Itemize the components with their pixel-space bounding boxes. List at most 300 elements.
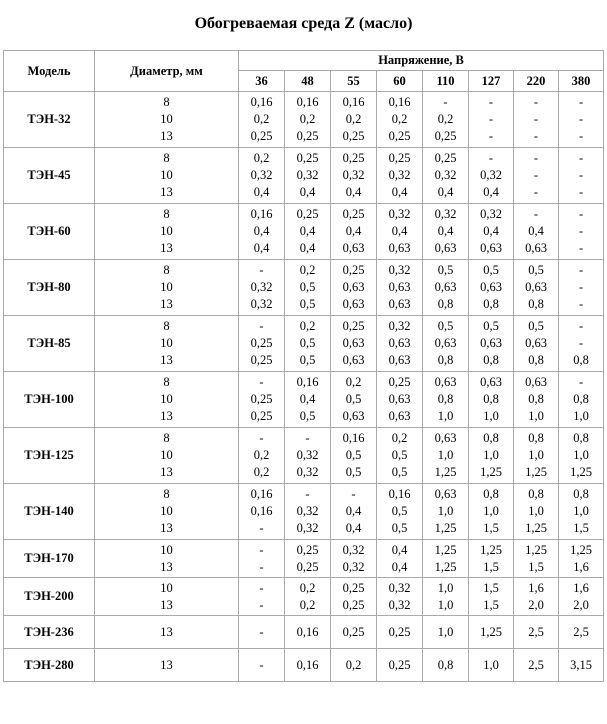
power-value: 0,2 bbox=[253, 151, 270, 165]
power-value: 0,4 bbox=[391, 559, 408, 574]
power-value: 0,2 bbox=[299, 580, 316, 595]
diameter-value: 10 bbox=[160, 448, 173, 462]
power-cell bbox=[377, 616, 423, 649]
power-cell bbox=[285, 616, 331, 649]
power-value: 0,4 bbox=[299, 185, 316, 199]
power-value: 1,0 bbox=[528, 448, 544, 462]
power-value: 2,5 bbox=[528, 657, 544, 672]
header-voltage: Напряжение, В bbox=[239, 51, 604, 71]
power-value: 0,63 bbox=[434, 241, 457, 255]
power-cell bbox=[469, 92, 514, 148]
power-value: 1,5 bbox=[483, 580, 499, 595]
power-value: 0,5 bbox=[299, 297, 316, 311]
power-cell bbox=[514, 616, 559, 649]
model-cell: ТЭН-80 bbox=[4, 260, 95, 316]
power-value: 0,2 bbox=[299, 263, 316, 277]
power-value: 1,25 bbox=[525, 465, 547, 479]
diameter-value: 8 bbox=[163, 319, 170, 333]
diameter-value: 13 bbox=[160, 559, 173, 574]
power-value: 1,0 bbox=[483, 409, 499, 423]
power-cell bbox=[331, 372, 377, 428]
header-voltage-36: 36 bbox=[239, 71, 285, 92]
power-value: 0,32 bbox=[296, 448, 319, 462]
power-value: 0,16 bbox=[342, 95, 365, 109]
power-value: 0,4 bbox=[345, 224, 362, 238]
power-value: 1,0 bbox=[573, 409, 589, 423]
power-cell bbox=[239, 372, 285, 428]
power-cell bbox=[239, 540, 285, 578]
power-value: 1,0 bbox=[573, 448, 589, 462]
power-value: - bbox=[533, 151, 539, 165]
power-value: 0,4 bbox=[437, 224, 454, 238]
diameter-cell bbox=[95, 484, 239, 540]
power-value: 0,16 bbox=[388, 95, 411, 109]
power-value: 1,0 bbox=[437, 597, 454, 612]
power-value: - bbox=[533, 129, 539, 143]
power-value: 0,63 bbox=[434, 280, 457, 294]
power-cell bbox=[377, 428, 423, 484]
table-row bbox=[4, 204, 604, 260]
power-cell bbox=[377, 92, 423, 148]
power-value: 0,63 bbox=[388, 353, 411, 367]
power-value: 0,8 bbox=[528, 353, 544, 367]
power-cell bbox=[285, 148, 331, 204]
power-value: 0,32 bbox=[388, 207, 411, 221]
diameter-cell bbox=[95, 92, 239, 148]
power-value: - bbox=[488, 112, 494, 126]
power-value: 0,8 bbox=[437, 392, 454, 406]
power-value: 0,25 bbox=[250, 353, 273, 367]
power-value: 0,25 bbox=[342, 129, 365, 143]
power-value: 0,63 bbox=[434, 487, 457, 501]
power-value: 1,25 bbox=[480, 542, 502, 557]
power-value: 1,25 bbox=[480, 465, 502, 479]
table-row bbox=[4, 649, 604, 682]
power-value: 1,25 bbox=[570, 542, 592, 557]
power-value: 1,0 bbox=[483, 657, 499, 672]
power-value: 0,63 bbox=[525, 336, 547, 350]
power-value: 0,63 bbox=[388, 409, 411, 423]
power-cell bbox=[285, 204, 331, 260]
power-value: 0,32 bbox=[388, 168, 411, 182]
model-cell: ТЭН-45 bbox=[4, 148, 95, 204]
power-value: - bbox=[578, 224, 584, 238]
power-value: 0,5 bbox=[299, 336, 316, 350]
power-value: 1,5 bbox=[483, 559, 499, 574]
power-cell bbox=[377, 148, 423, 204]
power-value: 0,32 bbox=[480, 168, 502, 182]
diameter-value: 10 bbox=[160, 168, 173, 182]
power-value: 0,63 bbox=[525, 280, 547, 294]
power-cell bbox=[559, 428, 604, 484]
power-cell bbox=[423, 616, 469, 649]
power-value: - bbox=[533, 168, 539, 182]
power-cell bbox=[423, 372, 469, 428]
power-value: 1,5 bbox=[573, 521, 589, 535]
power-value: - bbox=[488, 95, 494, 109]
power-value: 0,2 bbox=[253, 448, 270, 462]
power-value: 0,32 bbox=[434, 168, 457, 182]
power-value: 1,0 bbox=[437, 580, 454, 595]
power-cell bbox=[377, 484, 423, 540]
power-value: 0,25 bbox=[342, 624, 365, 639]
diameter-cell bbox=[95, 578, 239, 616]
header-voltage-127: 127 bbox=[469, 71, 514, 92]
power-value: 0,8 bbox=[437, 353, 454, 367]
power-value: 0,63 bbox=[434, 431, 457, 445]
power-value: - bbox=[533, 95, 539, 109]
power-cell bbox=[239, 92, 285, 148]
power-value: - bbox=[443, 95, 448, 109]
power-cell bbox=[239, 316, 285, 372]
model-cell: ТЭН-125 bbox=[4, 428, 95, 484]
power-value: - bbox=[259, 559, 264, 574]
power-value: 0,63 bbox=[342, 336, 365, 350]
power-value: 0,25 bbox=[342, 580, 365, 595]
power-value: 0,63 bbox=[342, 241, 365, 255]
power-value: 0,25 bbox=[296, 542, 319, 557]
table-row bbox=[4, 260, 604, 316]
diameter-value: 10 bbox=[160, 392, 173, 406]
page-title: Обогреваемая среда Z (масло) bbox=[194, 15, 413, 32]
power-value: 0,2 bbox=[253, 112, 270, 126]
power-value: 0,63 bbox=[342, 409, 365, 423]
power-cell bbox=[469, 428, 514, 484]
diameter-value: 13 bbox=[160, 241, 173, 255]
power-cell bbox=[239, 204, 285, 260]
power-value: 0,2 bbox=[299, 319, 316, 333]
power-cell bbox=[331, 204, 377, 260]
diameter-value: 8 bbox=[163, 375, 170, 389]
power-value: - bbox=[351, 487, 356, 501]
power-value: 1,25 bbox=[434, 542, 457, 557]
power-value: 0,63 bbox=[434, 375, 457, 389]
power-value: 0,25 bbox=[342, 597, 365, 612]
power-cell bbox=[559, 92, 604, 148]
power-cell bbox=[559, 616, 604, 649]
power-value: 1,5 bbox=[528, 559, 544, 574]
power-value: 0,32 bbox=[342, 542, 365, 557]
table-row bbox=[4, 92, 604, 148]
power-value: 0,5 bbox=[299, 353, 316, 367]
power-value: 0,32 bbox=[296, 504, 319, 518]
diameter-value: 10 bbox=[160, 112, 173, 126]
diameter-value: 13 bbox=[160, 465, 173, 479]
power-cell bbox=[239, 578, 285, 616]
power-value: 0,63 bbox=[388, 280, 411, 294]
diameter-cell bbox=[95, 649, 239, 682]
diameter-cell bbox=[95, 204, 239, 260]
diameter-value: 13 bbox=[160, 597, 173, 612]
power-value: 0,63 bbox=[480, 336, 502, 350]
power-value: 0,5 bbox=[391, 465, 408, 479]
power-cell bbox=[285, 316, 331, 372]
power-value: 0,4 bbox=[299, 224, 316, 238]
power-value: 0,25 bbox=[342, 151, 365, 165]
model-cell: ТЭН-32 bbox=[4, 92, 95, 148]
power-value: 1,5 bbox=[483, 597, 499, 612]
model-cell: ТЭН-100 bbox=[4, 372, 95, 428]
diameter-cell bbox=[95, 428, 239, 484]
model-cell: ТЭН-85 bbox=[4, 316, 95, 372]
diameter-value: 8 bbox=[163, 487, 170, 501]
power-value: 0,4 bbox=[437, 185, 454, 199]
power-value: 0,25 bbox=[388, 129, 411, 143]
power-value: 0,63 bbox=[480, 241, 502, 255]
power-value: - bbox=[488, 151, 494, 165]
header-voltage-48: 48 bbox=[285, 71, 331, 92]
power-value: 2,0 bbox=[573, 597, 589, 612]
diameter-cell bbox=[95, 616, 239, 649]
power-value: 0,4 bbox=[391, 224, 408, 238]
power-value: 1,25 bbox=[525, 521, 547, 535]
power-value: - bbox=[533, 185, 539, 199]
power-value: 0,63 bbox=[342, 353, 365, 367]
power-cell bbox=[514, 578, 559, 616]
model-cell: ТЭН-140 bbox=[4, 484, 95, 540]
power-value: 0,4 bbox=[391, 542, 408, 557]
power-value: 0,25 bbox=[296, 129, 319, 143]
power-value: 0,63 bbox=[388, 297, 411, 311]
power-cell bbox=[331, 649, 377, 682]
power-value: 0,8 bbox=[437, 657, 454, 672]
power-cell bbox=[559, 578, 604, 616]
power-cell bbox=[423, 148, 469, 204]
power-value: - bbox=[259, 263, 264, 277]
power-value: 0,32 bbox=[296, 521, 319, 535]
power-value: - bbox=[259, 657, 264, 672]
power-cell bbox=[239, 260, 285, 316]
diameter-value: 13 bbox=[160, 624, 173, 639]
power-value: - bbox=[578, 112, 584, 126]
power-cell bbox=[285, 260, 331, 316]
power-cell bbox=[331, 540, 377, 578]
power-value: 0,8 bbox=[437, 297, 454, 311]
power-value: 0,63 bbox=[342, 297, 365, 311]
power-cell bbox=[285, 484, 331, 540]
power-value: 0,32 bbox=[388, 597, 411, 612]
power-cell bbox=[285, 92, 331, 148]
power-value: 0,8 bbox=[483, 353, 499, 367]
power-cell bbox=[469, 649, 514, 682]
power-cell bbox=[514, 649, 559, 682]
power-value: - bbox=[578, 336, 584, 350]
power-value: 1,25 bbox=[525, 542, 547, 557]
power-cell bbox=[377, 372, 423, 428]
power-value: 0,4 bbox=[345, 521, 362, 535]
model-cell: ТЭН-280 bbox=[4, 649, 95, 682]
model-cell: ТЭН-236 bbox=[4, 616, 95, 649]
power-value: 0,25 bbox=[250, 409, 273, 423]
power-cell bbox=[514, 316, 559, 372]
model-cell: ТЭН-170 bbox=[4, 540, 95, 578]
power-value: - bbox=[578, 129, 584, 143]
power-value: - bbox=[259, 597, 264, 612]
power-value: 0,2 bbox=[345, 112, 362, 126]
power-cell bbox=[423, 649, 469, 682]
power-value: 1,0 bbox=[483, 448, 499, 462]
power-value: 0,63 bbox=[388, 392, 411, 406]
power-value: 1,0 bbox=[437, 624, 454, 639]
power-cell bbox=[559, 372, 604, 428]
power-cell bbox=[469, 316, 514, 372]
power-value: 0,25 bbox=[434, 151, 457, 165]
power-value: 1,0 bbox=[573, 504, 589, 518]
power-value: 0,63 bbox=[388, 336, 411, 350]
power-cell bbox=[331, 428, 377, 484]
power-cell bbox=[285, 649, 331, 682]
power-cell bbox=[423, 540, 469, 578]
diameter-value: 8 bbox=[163, 207, 170, 221]
power-value: 0,16 bbox=[296, 375, 319, 389]
power-value: 0,25 bbox=[388, 624, 411, 639]
power-cell bbox=[377, 204, 423, 260]
power-value: 1,0 bbox=[437, 504, 454, 518]
power-value: 0,2 bbox=[345, 375, 362, 389]
power-value: 0,5 bbox=[299, 280, 316, 294]
power-value: 0,25 bbox=[388, 375, 411, 389]
power-value: 2,0 bbox=[528, 597, 544, 612]
power-value: 0,8 bbox=[483, 392, 499, 406]
power-value: 0,25 bbox=[388, 151, 411, 165]
power-cell bbox=[559, 649, 604, 682]
header-model: Модель bbox=[4, 51, 95, 92]
power-value: - bbox=[578, 95, 584, 109]
power-cell bbox=[377, 260, 423, 316]
header-voltage-380: 380 bbox=[559, 71, 604, 92]
power-value: 0,63 bbox=[480, 375, 502, 389]
diameter-cell bbox=[95, 316, 239, 372]
power-cell bbox=[469, 148, 514, 204]
power-value: 1,0 bbox=[437, 448, 454, 462]
diameter-cell bbox=[95, 260, 239, 316]
diameter-value: 13 bbox=[160, 297, 173, 311]
power-value: 0,16 bbox=[388, 487, 411, 501]
power-value: 0,4 bbox=[253, 224, 270, 238]
power-value: 0,63 bbox=[388, 241, 411, 255]
table-row bbox=[4, 484, 604, 540]
power-value: - bbox=[259, 580, 264, 595]
power-cell bbox=[559, 540, 604, 578]
power-cell bbox=[469, 484, 514, 540]
power-value: 0,32 bbox=[388, 319, 411, 333]
power-value: 0,25 bbox=[250, 392, 273, 406]
power-value: 1,25 bbox=[480, 624, 502, 639]
power-value: 0,4 bbox=[483, 185, 499, 199]
power-cell bbox=[423, 92, 469, 148]
power-cell bbox=[559, 148, 604, 204]
power-value: 0,63 bbox=[434, 336, 457, 350]
table-row bbox=[4, 148, 604, 204]
power-cell bbox=[285, 540, 331, 578]
power-value: - bbox=[305, 431, 310, 445]
power-cell bbox=[285, 428, 331, 484]
power-value: 0,4 bbox=[345, 504, 362, 518]
power-value: 2,5 bbox=[573, 624, 589, 639]
power-value: 0,2 bbox=[437, 112, 454, 126]
power-value: 0,16 bbox=[250, 487, 273, 501]
power-value: 0,5 bbox=[483, 319, 499, 333]
power-value: 0,4 bbox=[299, 241, 316, 255]
power-cell bbox=[239, 616, 285, 649]
power-value: - bbox=[578, 297, 584, 311]
power-value: - bbox=[578, 185, 584, 199]
power-cell bbox=[423, 578, 469, 616]
power-value: 0,8 bbox=[573, 487, 589, 501]
diameter-value: 8 bbox=[163, 431, 170, 445]
power-value: 0,5 bbox=[437, 319, 454, 333]
power-value: - bbox=[259, 319, 264, 333]
power-value: 0,63 bbox=[525, 241, 547, 255]
header-voltage-220: 220 bbox=[514, 71, 559, 92]
power-value: 0,63 bbox=[525, 375, 547, 389]
power-cell bbox=[377, 649, 423, 682]
power-value: 0,5 bbox=[528, 319, 544, 333]
diameter-value: 13 bbox=[160, 521, 173, 535]
power-value: 0,2 bbox=[253, 465, 270, 479]
power-value: 0,5 bbox=[391, 521, 408, 535]
diameter-value: 13 bbox=[160, 353, 173, 367]
power-value: 1,25 bbox=[434, 521, 457, 535]
diameter-value: 13 bbox=[160, 657, 173, 672]
power-value: 0,5 bbox=[483, 263, 499, 277]
model-cell: ТЭН-200 bbox=[4, 578, 95, 616]
power-cell bbox=[423, 484, 469, 540]
power-value: 0,25 bbox=[250, 129, 273, 143]
header-voltage-55: 55 bbox=[331, 71, 377, 92]
power-value: - bbox=[259, 375, 264, 389]
power-value: 0,8 bbox=[483, 487, 499, 501]
power-value: 0,16 bbox=[296, 657, 319, 672]
power-value: 0,32 bbox=[480, 207, 502, 221]
power-value: - bbox=[305, 487, 310, 501]
table-row bbox=[4, 316, 604, 372]
power-value: 0,8 bbox=[573, 431, 589, 445]
power-cell bbox=[239, 428, 285, 484]
power-cell bbox=[239, 484, 285, 540]
power-value: 0,25 bbox=[342, 263, 365, 277]
power-value: - bbox=[533, 207, 539, 221]
power-value: 0,2 bbox=[345, 657, 362, 672]
power-value: 0,4 bbox=[528, 224, 544, 238]
power-value: 0,5 bbox=[345, 448, 362, 462]
diameter-value: 8 bbox=[163, 95, 170, 109]
power-value: - bbox=[578, 280, 584, 294]
power-value: 0,25 bbox=[296, 207, 319, 221]
power-value: 1,25 bbox=[434, 559, 457, 574]
power-cell bbox=[469, 260, 514, 316]
power-value: 0,5 bbox=[299, 409, 316, 423]
diameter-value: 8 bbox=[163, 151, 170, 165]
power-value: 0,16 bbox=[250, 504, 273, 518]
power-value: 0,4 bbox=[253, 185, 270, 199]
power-cell bbox=[559, 484, 604, 540]
diameter-value: 10 bbox=[160, 280, 173, 294]
power-cell bbox=[285, 372, 331, 428]
power-value: 0,25 bbox=[388, 657, 411, 672]
power-cell bbox=[559, 260, 604, 316]
power-value: 0,8 bbox=[528, 431, 544, 445]
table-row bbox=[4, 616, 604, 649]
power-value: - bbox=[259, 542, 264, 557]
power-value: 0,5 bbox=[391, 448, 408, 462]
power-value: 0,25 bbox=[342, 207, 365, 221]
power-value: 0,25 bbox=[296, 151, 319, 165]
diameter-value: 10 bbox=[160, 224, 173, 238]
diameter-cell bbox=[95, 372, 239, 428]
power-value: 0,16 bbox=[250, 95, 273, 109]
header-diameter: Диаметр, мм bbox=[95, 51, 239, 92]
